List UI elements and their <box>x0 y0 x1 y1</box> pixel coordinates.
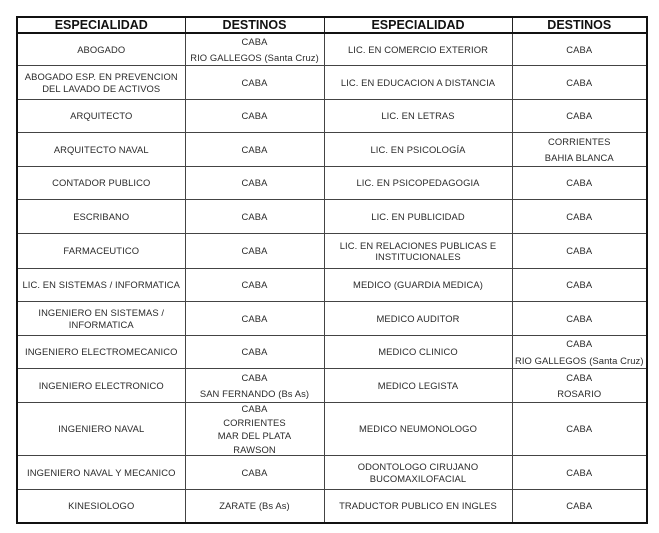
destinations-cell-left <box>185 403 324 456</box>
specialties-destinations-table <box>16 16 648 524</box>
destination-text: CABA <box>241 403 268 414</box>
table-row <box>17 100 647 133</box>
specialty-cell-right <box>324 269 512 302</box>
specialty-text: LIC. EN COMERCIO EXTERIOR <box>347 43 489 55</box>
specialty-text: ARQUITECTO <box>70 110 133 122</box>
specialty-cell-right <box>324 403 512 456</box>
destination-text: CABA <box>566 312 593 324</box>
specialty-text: CONTADOR PUBLICO <box>52 177 151 189</box>
specialty-cell-right <box>324 369 512 403</box>
specialty-cell-left <box>17 369 185 403</box>
destinations-cell-right <box>512 133 647 167</box>
specialty-text: BUCOMAXILOFACIAL <box>369 472 467 484</box>
destination-text: CABA <box>566 110 593 122</box>
destinations-cell-left <box>185 269 324 302</box>
specialty-text: ABOGADO ESP. EN PREVENCION <box>24 71 178 82</box>
specialty-text: MEDICO AUDITOR <box>376 312 460 324</box>
table-row <box>17 33 647 66</box>
destination-text: BAHIA BLANCA <box>544 152 614 163</box>
destination-text: CABA <box>241 210 268 222</box>
destination-text: CABA <box>566 500 593 512</box>
destination-text: RAWSON <box>233 443 276 455</box>
specialty-text: MEDICO NEUMONOLOGO <box>359 423 477 435</box>
destination-text: MAR DEL PLATA <box>217 430 292 441</box>
destination-text: CABA <box>566 210 593 222</box>
specialty-text: LIC. EN LETRAS <box>381 110 455 122</box>
destinations-cell-right <box>512 403 647 456</box>
table-row <box>17 200 647 234</box>
specialty-cell-right <box>324 302 512 336</box>
destinations-cell-right <box>512 302 647 336</box>
specialty-text: INGENIERO ELECTROMECANICO <box>24 346 178 358</box>
destinations-cell-left <box>185 369 324 403</box>
destinations-cell-left <box>185 490 324 524</box>
table-row <box>17 133 647 167</box>
destination-text: CABA <box>566 466 593 478</box>
destination-text: SAN FERNANDO (Bs As) <box>199 388 310 399</box>
specialty-cell-right <box>324 336 512 369</box>
specialty-text: LIC. EN PSICOPEDAGOGIA <box>356 177 480 189</box>
specialty-text: MEDICO CLINICO <box>378 346 458 358</box>
specialty-text: LIC. EN SISTEMAS / INFORMATICA <box>22 279 181 291</box>
destination-text: CABA <box>241 466 268 478</box>
header-especialidad-1: ESPECIALIDAD <box>17 17 185 33</box>
specialty-cell-left <box>17 456 185 490</box>
specialty-text: LIC. EN PUBLICIDAD <box>371 210 465 222</box>
specialty-text: TRADUCTOR PUBLICO EN INGLES <box>339 500 497 512</box>
specialty-text: INGENIERO EN SISTEMAS / <box>38 307 165 318</box>
specialty-text: KINESIOLOGO <box>68 500 135 512</box>
specialty-cell-right <box>324 33 512 66</box>
specialty-cell-right <box>324 167 512 200</box>
table-row <box>17 234 647 269</box>
destination-text: CABA <box>241 371 268 383</box>
table-row <box>17 66 647 100</box>
table-row <box>17 490 647 524</box>
destination-text: ZARATE (Bs As) <box>219 500 290 512</box>
destination-text: RIO GALLEGOS (Santa Cruz) <box>514 354 644 366</box>
destinations-cell-left <box>185 456 324 490</box>
destination-text: CABA <box>566 177 593 189</box>
specialty-text: INGENIERO NAVAL Y MECANICO <box>27 466 176 478</box>
table-row <box>17 336 647 369</box>
specialty-cell-right <box>324 490 512 524</box>
destination-text: CABA <box>241 177 268 189</box>
table-row <box>17 369 647 403</box>
destinations-cell-right <box>512 234 647 269</box>
specialty-text: INSTITUCIONALES <box>375 251 461 262</box>
specialty-cell-right <box>324 234 512 269</box>
destinations-cell-left <box>185 167 324 200</box>
specialty-cell-left <box>17 234 185 269</box>
destination-text: CORRIENTES <box>223 416 286 428</box>
specialty-text: FARMACEUTICO <box>63 245 140 257</box>
destination-text: CABA <box>241 35 268 47</box>
specialty-text: INGENIERO ELECTRONICO <box>38 379 164 391</box>
destinations-cell-left <box>185 200 324 234</box>
specialty-cell-left <box>17 302 185 336</box>
destinations-cell-right <box>512 490 647 524</box>
specialty-text: INFORMATICA <box>68 318 134 330</box>
destinations-cell-right <box>512 200 647 234</box>
specialty-text: LIC. EN RELACIONES PUBLICAS E <box>339 239 497 251</box>
table-body <box>17 33 647 523</box>
destinations-cell-right <box>512 100 647 133</box>
table-row <box>17 269 647 302</box>
table-row <box>17 167 647 200</box>
specialty-text: ABOGADO <box>77 43 126 55</box>
destination-text: CABA <box>241 110 268 122</box>
specialty-cell-left <box>17 403 185 456</box>
header-row <box>17 17 647 33</box>
specialty-cell-left <box>17 100 185 133</box>
specialty-text: ARQUITECTO NAVAL <box>53 143 149 155</box>
specialty-cell-right <box>324 133 512 167</box>
destination-text: CABA <box>566 423 593 435</box>
specialty-cell-left <box>17 167 185 200</box>
specialty-text: ESCRIBANO <box>73 210 130 222</box>
specialty-cell-left <box>17 490 185 524</box>
specialty-text: MEDICO LEGISTA <box>377 379 459 391</box>
destination-text: CABA <box>566 43 593 55</box>
specialty-cell-left <box>17 66 185 100</box>
specialty-cell-left <box>17 200 185 234</box>
destination-text: RIO GALLEGOS (Santa Cruz) <box>190 52 319 63</box>
destination-text: CABA <box>241 346 268 358</box>
specialty-cell-right <box>324 456 512 490</box>
destination-text: CORRIENTES <box>548 135 611 147</box>
destinations-cell-right <box>512 66 647 100</box>
table-row <box>17 403 647 456</box>
table-row <box>17 302 647 336</box>
destinations-cell-left <box>185 133 324 167</box>
destination-text: CABA <box>566 76 593 88</box>
destination-text: ROSARIO <box>557 388 602 399</box>
specialty-text: ODONTOLOGO CIRUJANO <box>357 461 479 472</box>
specialty-text: LIC. EN EDUCACION A DISTANCIA <box>340 76 496 88</box>
destinations-cell-right <box>512 456 647 490</box>
destinations-cell-right <box>512 167 647 200</box>
destinations-cell-right <box>512 336 647 369</box>
header-especialidad-2: ESPECIALIDAD <box>324 17 512 33</box>
destination-text: CABA <box>566 371 593 383</box>
specialty-cell-left <box>17 336 185 369</box>
specialty-cell-left <box>17 33 185 66</box>
destinations-cell-left <box>185 100 324 133</box>
specialty-cell-right <box>324 200 512 234</box>
destination-text: CABA <box>566 338 593 349</box>
destination-text: CABA <box>241 312 268 324</box>
destination-text: CABA <box>566 279 593 291</box>
destination-text: CABA <box>241 245 268 257</box>
specialty-cell-right <box>324 100 512 133</box>
destination-text: CABA <box>566 245 593 257</box>
destinations-cell-left <box>185 336 324 369</box>
destinations-cell-right <box>512 269 647 302</box>
destination-text: CABA <box>241 279 268 291</box>
table-row <box>17 456 647 490</box>
header-destinos-1: DESTINOS <box>185 17 324 33</box>
specialty-text: MEDICO (GUARDIA MEDICA) <box>353 279 483 291</box>
header-destinos-2: DESTINOS <box>512 17 647 33</box>
destination-text: CABA <box>241 143 268 155</box>
specialty-text: LIC. EN PSICOLOGÍA <box>370 143 466 155</box>
destinations-cell-right <box>512 33 647 66</box>
destinations-cell-left <box>185 234 324 269</box>
destinations-cell-left <box>185 302 324 336</box>
destinations-cell-right <box>512 369 647 403</box>
specialty-text: INGENIERO NAVAL <box>58 423 145 435</box>
destinations-cell-left <box>185 66 324 100</box>
specialty-cell-right <box>324 66 512 100</box>
destination-text: CABA <box>241 76 268 88</box>
specialty-text: DEL LAVADO DE ACTIVOS <box>42 82 161 94</box>
specialty-cell-left <box>17 133 185 167</box>
destinations-cell-left <box>185 33 324 66</box>
specialty-cell-left <box>17 269 185 302</box>
